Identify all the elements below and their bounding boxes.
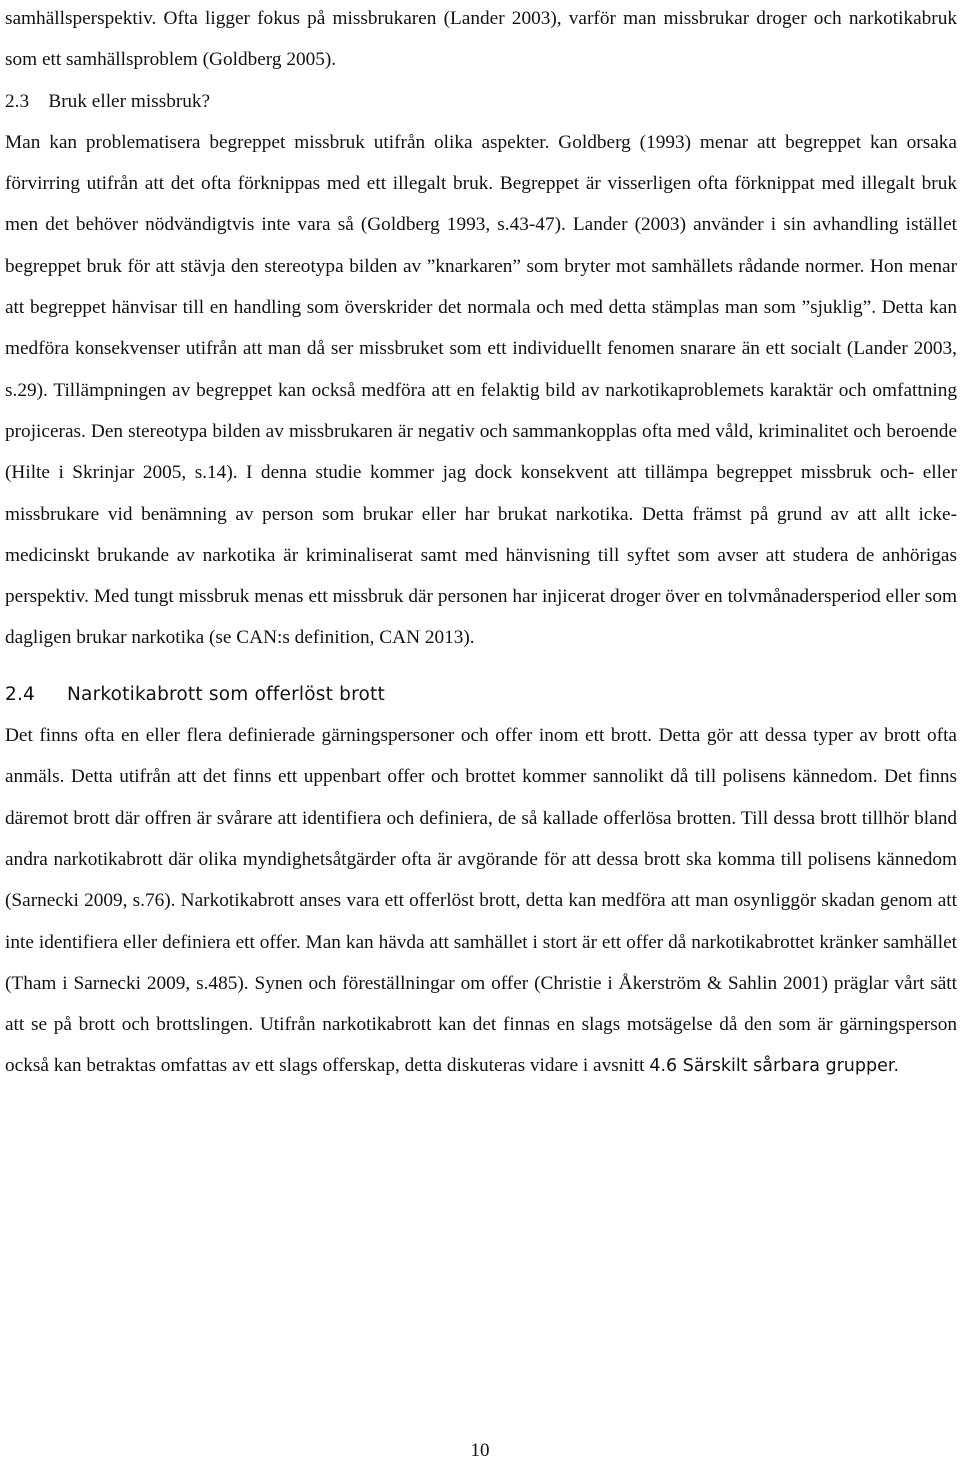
section-title: Narkotikabrott som offerlöst brott	[67, 683, 385, 705]
section-number: 2.3	[5, 90, 30, 112]
section-2-3-paragraph: Man kan problematisera begreppet missbruk utifrån olika aspekter. Goldberg (1993) menar att begreppet kan orsaka förvirring utifrån att det ofta förknippas med ett illegalt bruk. Begreppet är visserligen ofta förknippat med illegalt bruk men det behöver nödvändigtvis inte vara så (Goldberg 1993, s.43-47). Lander (2003) använder i sin avhandling istället begreppet bruk för att stävja den stereotypa bilden av ”knarkaren” som bryter mot samhällets rådande normer. Hon menar att begreppet hänvisar till en handling som överskrider det normala och med detta stämplas man som ”sjuklig”. Detta kan medföra konsekvenser utifrån att man då ser missbruket som ett individuellt fenomen snarare än ett socialt (Lander 2003, s.29). Tillämpningen av begreppet kan också medföra att en felaktig bild av narkotikaproblemets karaktär och omfattning projiceras. Den stereotypa bilden av missbrukaren är negativ och sammankopplas ofta med våld, kriminalitet och beroende (Hilte i Skrinjar 2005, s.14). I denna studie kommer jag dock konsekvent att tillämpa begreppet missbruk och- eller missbrukare vid benämning av person som brukar eller har brukat narkotika. Detta främst på grund av att allt icke-medicinskt brukande av narkotika är kriminaliserat samt med hänvisning till syftet som avser att studera de anhörigas perspektiv. Med tungt missbruk menas ett missbruk där personen har injicerat droger över en tolvmånadersperiod eller som dagligen brukar narkotika (se CAN:s definition, CAN 2013).	[5, 131, 957, 649]
section-title: Bruk eller missbruk?	[48, 90, 211, 112]
document-page	[5, 0, 957, 1088]
section-2-4-paragraph	[5, 715, 957, 1088]
intro-paragraph: samhällsperspektiv. Ofta ligger fokus på missbrukaren (Lander 2003), varför man missbrukar droger och narkotikabruk som ett samhällsproblem (Goldberg 2005).	[5, 8, 957, 71]
section-heading-2-3	[5, 81, 957, 122]
section-number: 2.4	[5, 683, 36, 705]
section-heading-2-4	[5, 674, 957, 715]
section-2-4-body: Det finns ofta en eller flera definierade gärningspersoner och offer inom ett brott. Detta gör att dessa typer av brott ofta anmäls. Detta utifrån att det finns ett uppenbart offer och brottet kommer sannolikt då till polisens kännedom. Det finns däremot brott där offren är svårare att identifiera och definiera, de så kallade offerlösa brotten. Till dessa brott tillhör bland andra narkotikabrott där olika myndighetsåtgärder ofta är avgörande för att dessa brott ska komma till polisens kännedom (Sarnecki 2009, s.76). Narkotikabrott anses vara ett offerlöst brott, detta kan medföra att man osynliggör skadan genom att inte identifiera eller definiera ett offer. Man kan hävda att samhället i stort är ett offer då narkotikabrottet kränker samhället (Tham i Sarnecki 2009, s.485). Synen och föreställningar om offer (Christie i Åkerström & Sahlin 2001) präglar vårt sätt att se på brott och brottslingen. Utifrån narkotikabrott kan det finnas en slags motsägelse då den som är gärningsperson också kan betraktas omfattas av ett slags offerskap, detta diskuteras vidare i avsnitt	[5, 725, 957, 1077]
page-number: 10	[470, 1440, 490, 1461]
cross-reference-link: 4.6 Särskilt sårbara grupper.	[649, 1056, 900, 1077]
